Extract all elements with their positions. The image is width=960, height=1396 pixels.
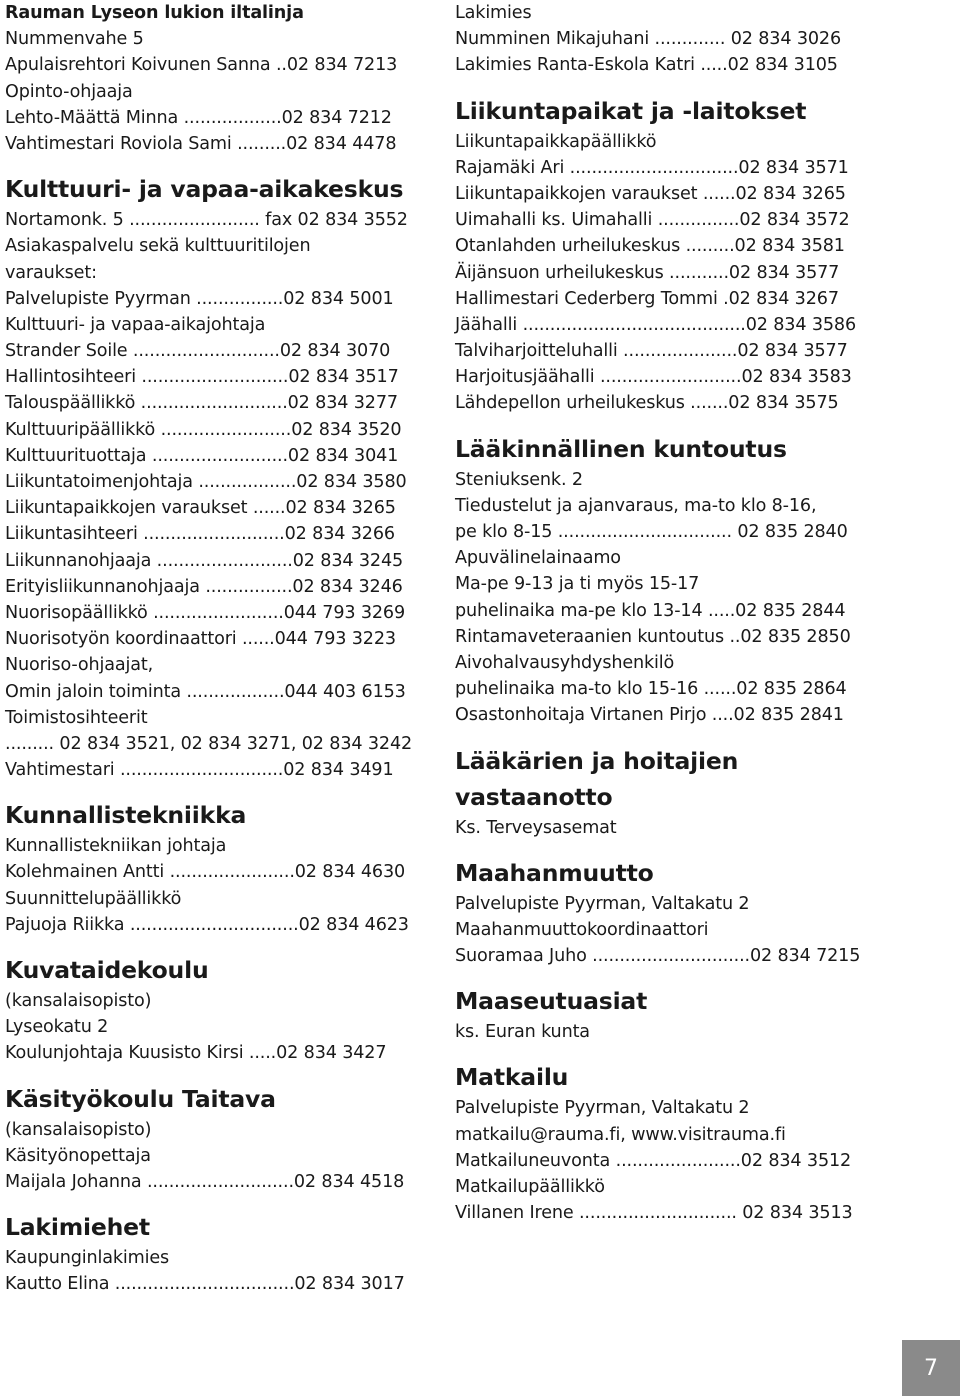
entry-line-steniuksenk-2: Steniuksenk. 2 bbox=[455, 469, 583, 490]
entry-line-nortamonk-5-fax-02-834-3552: Nortamonk. 5 ........................ fax 02 834 3552 bbox=[5, 210, 408, 231]
entry-line-kansalaisopisto: (kansalaisopisto) bbox=[5, 991, 152, 1011]
section-heading-maaseutuasiat: Maaseutuasiat bbox=[455, 987, 648, 1016]
entry-line-otanlahden-urheilukeskus-02-834-3581: Otanlahden urheilukeskus .........02 834 3581 bbox=[455, 236, 845, 257]
entry-line-kulttuuripaallikko-02-834-3520: Kulttuuripäällikkö ........................02 834 3520 bbox=[5, 419, 402, 440]
entry-line-ma-pe-9-13-ja-ti-myos-15-17: Ma-pe 9-13 ja ti myös 15-17 bbox=[455, 574, 700, 595]
entry-line-lakimies-ranta-eskola-katri-02-834-3105: Lakimies Ranta-Eskola Katri .....02 834 3105 bbox=[455, 55, 838, 76]
entry-line-rauman-lyseon-lukion-iltalinja: Rauman Lyseon lukion iltalinja bbox=[5, 3, 304, 23]
entry-line-lakimies: Lakimies bbox=[455, 3, 532, 23]
entry-line-kansalaisopisto: (kansalaisopisto) bbox=[5, 1119, 152, 1140]
entry-line-palvelupiste-pyyrman-valtakatu-2: Palvelupiste Pyyrman, Valtakatu 2 bbox=[455, 1098, 750, 1119]
entry-line-kasityonopettaja: Käsityönopettaja bbox=[5, 1145, 151, 1166]
entry-line-numminen-mikajuhani-02-834-3026: Numminen Mikajuhani ............. 02 834 3026 bbox=[455, 29, 841, 50]
entry-line-kautto-elina-02-834-3017: Kautto Elina .................................02 834 3017 bbox=[5, 1274, 405, 1295]
entry-line-kulttuurituottaja-02-834-3041: Kulttuurituottaja .........................02 834 3041 bbox=[5, 445, 399, 466]
section-heading-vastaanotto: vastaanotto bbox=[455, 782, 613, 811]
entry-line-talouspaallikko-02-834-3277: Talouspäällikkö ...........................02 834 3277 bbox=[5, 393, 398, 414]
entry-line-palvelupiste-pyyrman-valtakatu-2: Palvelupiste Pyyrman, Valtakatu 2 bbox=[455, 893, 750, 914]
entry-line-liikuntapaikkapaallikko: Liikuntapaikkapäällikkö bbox=[455, 131, 657, 152]
left-column bbox=[5, 0, 425, 1298]
right-column bbox=[455, 0, 895, 1226]
entry-line-omin-jaloin-toiminta-044-403-6153: Omin jaloin toiminta ..................044 403 6153 bbox=[5, 681, 406, 702]
entry-line-asiakaspalvelu-seka-kulttuuritilojen: Asiakaspalvelu sekä kulttuuritilojen bbox=[5, 236, 311, 257]
entry-line-nummenvahe-5: Nummenvahe 5 bbox=[5, 29, 144, 50]
entry-line-uimahalli-ks-uimahalli-02-834-3572: Uimahalli ks. Uimahalli ...............02 834 3572 bbox=[455, 210, 850, 231]
entry-line-jaahalli-02-834-3586: Jäähalli .........................................02 834 3586 bbox=[455, 314, 857, 335]
entry-line-nuoriso-ohjaajat: Nuoriso-ohjaajat, bbox=[5, 655, 154, 676]
entry-line-rajamaki-ari-02-834-3571: Rajamäki Ari ...............................02 834 3571 bbox=[455, 157, 849, 178]
section-heading-laakarien-ja-hoitajien: Lääkärien ja hoitajien bbox=[455, 746, 739, 775]
entry-line-kaupunginlakimies: Kaupunginlakimies bbox=[5, 1248, 170, 1269]
section-heading-liikuntapaikat-ja-laitokset: Liikuntapaikat ja -laitokset bbox=[455, 96, 807, 125]
entry-line-strander-soile-02-834-3070: Strander Soile ...........................02 834 3070 bbox=[5, 341, 391, 362]
entry-line-puhelinaika-ma-to-klo-15-16-02-835-2864: puhelinaika ma-to klo 15-16 ......02 835 2864 bbox=[455, 679, 847, 700]
section-heading-kuvataidekoulu: Kuvataidekoulu bbox=[5, 956, 209, 984]
entry-line-toimistosihteerit: Toimistosihteerit bbox=[5, 707, 148, 728]
entry-line-lahdepellon-urheilukeskus-02-834-3575: Lähdepellon urheilukeskus .......02 834 3575 bbox=[455, 393, 839, 414]
entry-line-kolehmainen-antti-02-834-4630: Kolehmainen Antti .......................02 834 4630 bbox=[5, 862, 406, 883]
entry-line-aijansuon-urheilukeskus-02-834-3577: Äijänsuon urheilukeskus ...........02 834 3577 bbox=[455, 262, 840, 283]
entry-line-nuorisotyon-koordinaattori-044-793-3223: Nuorisotyön koordinaattori ......044 793 3223 bbox=[5, 629, 396, 650]
entry-line-pajuoja-riikka-02-834-4623: Pajuoja Riikka ...............................02 834 4623 bbox=[5, 914, 409, 935]
entry-line-suunnittelupaallikko: Suunnittelupäällikkö bbox=[5, 888, 182, 909]
entry-line-rintamaveteraanien-kuntoutus-02-835-2850: Rintamaveteraanien kuntoutus ..02 835 2850 bbox=[455, 626, 851, 647]
entry-line-matkailupaallikko: Matkailupäällikkö bbox=[455, 1177, 605, 1197]
entry-line-02-834-3521-02-834-3271-02-834-3242: ......... 02 834 3521, 02 834 3271, 02 834 3242 bbox=[5, 733, 413, 754]
entry-line-maijala-johanna-02-834-4518: Maijala Johanna ...........................02 834 4518 bbox=[5, 1171, 405, 1192]
entry-line-kunnallistekniikan-johtaja: Kunnallistekniikan johtaja bbox=[5, 836, 227, 857]
entry-line-nuorisopaallikko-044-793-3269: Nuorisopäällikkö ........................044 793 3269 bbox=[5, 602, 406, 623]
page-number: 7 bbox=[902, 1340, 960, 1396]
entry-line-matkailuneuvonta-02-834-3512: Matkailuneuvonta .......................02 834 3512 bbox=[455, 1150, 852, 1171]
entry-line-villanen-irene-02-834-3513: Villanen Irene ............................. 02 834 3513 bbox=[455, 1203, 853, 1224]
entry-line-puhelinaika-ma-pe-klo-13-14-02-835-2844: puhelinaika ma-pe klo 13-14 .....02 835 2844 bbox=[455, 600, 846, 621]
entry-line-vahtimestari-roviola-sami-02-834-4478: Vahtimestari Roviola Sami .........02 834 4478 bbox=[5, 133, 397, 154]
section-heading-lakimiehet: Lakimiehet bbox=[5, 1213, 150, 1242]
entry-line-lehto-maatta-minna-02-834-7212: Lehto-Määttä Minna ..................02 834 7212 bbox=[5, 107, 392, 128]
entry-line-kulttuuri-ja-vapaa-aikajohtaja: Kulttuuri- ja vapaa-aikajohtaja bbox=[5, 314, 266, 335]
section-heading-laakinnallinen-kuntoutus: Lääkinnällinen kuntoutus bbox=[455, 434, 787, 463]
entry-line-varaukset: varaukset: bbox=[5, 262, 97, 283]
section-heading-kunnallistekniikka: Kunnallistekniikka bbox=[5, 801, 247, 830]
entry-line-liikuntasihteeri-02-834-3266: Liikuntasihteeri ..........................02 834 3266 bbox=[5, 524, 395, 545]
entry-line-liikuntatoimenjohtaja-02-834-3580: Liikuntatoimenjohtaja ..................02 834 3580 bbox=[5, 472, 407, 492]
entry-line-liikuntapaikkojen-varaukset-02-834-3265: Liikuntapaikkojen varaukset ......02 834 3265 bbox=[5, 498, 396, 519]
entry-line-liikunnanohjaaja-02-834-3245: Liikunnanohjaaja .........................02 834 3245 bbox=[5, 550, 404, 571]
section-heading-matkailu: Matkailu bbox=[455, 1063, 569, 1092]
entry-line-lyseokatu-2: Lyseokatu 2 bbox=[5, 1017, 109, 1038]
entry-line-hallimestari-cederberg-tommi-02-834-3267: Hallimestari Cederberg Tommi .02 834 3267 bbox=[455, 288, 839, 309]
entry-line-hallintosihteeri-02-834-3517: Hallintosihteeri ...........................02 834 3517 bbox=[5, 367, 399, 388]
section-heading-kulttuuri-ja-vapaa-aikakeskus: Kulttuuri- ja vapaa-aikakeskus bbox=[5, 175, 404, 204]
entry-line-tiedustelut-ja-ajanvaraus-ma-to-klo-8-16: Tiedustelut ja ajanvaraus, ma-to klo 8-16, bbox=[455, 495, 817, 516]
entry-line-harjoitusjaahalli-02-834-3583: Harjoitusjäähalli ..........................02 834 3583 bbox=[455, 367, 852, 388]
entry-line-palvelupiste-pyyrman-02-834-5001: Palvelupiste Pyyrman ................02 834 5001 bbox=[5, 288, 394, 309]
entry-line-osastonhoitaja-virtanen-pirjo-02-835-284: Osastonhoitaja Virtanen Pirjo ....02 835 2841 bbox=[455, 705, 844, 726]
entry-line-ks-euran-kunta: ks. Euran kunta bbox=[455, 1022, 590, 1043]
entry-line-apuvalinelainaamo: Apuvälinelainaamo bbox=[455, 548, 621, 569]
entry-line-erityisliikunnanohjaaja-02-834-3246: Erityisliikunnanohjaaja ................02 834 3246 bbox=[5, 576, 403, 597]
entry-line-matkailu-rauma-fi-www-visitrauma-fi: matkailu@rauma.fi, www.visitrauma.fi bbox=[455, 1124, 786, 1145]
entry-line-apulaisrehtori-koivunen-sanna-02-834-721: Apulaisrehtori Koivunen Sanna ..02 834 7213 bbox=[5, 55, 398, 76]
section-heading-kasityokoulu-taitava: Käsityökoulu Taitava bbox=[5, 1084, 276, 1113]
entry-line-suoramaa-juho-02-834-7215: Suoramaa Juho .............................02 834 7215 bbox=[455, 946, 861, 967]
entry-line-ks-terveysasemat: Ks. Terveysasemat bbox=[455, 817, 617, 838]
entry-line-aivohalvausyhdyshenkilo: Aivohalvausyhdyshenkilö bbox=[455, 652, 675, 673]
entry-line-liikuntapaikkojen-varaukset-02-834-3265: Liikuntapaikkojen varaukset ......02 834 3265 bbox=[455, 183, 846, 204]
entry-line-koulunjohtaja-kuusisto-kirsi-02-834-3427: Koulunjohtaja Kuusisto Kirsi .....02 834 3427 bbox=[5, 1043, 387, 1064]
entry-line-opinto-ohjaaja: Opinto-ohjaaja bbox=[5, 81, 133, 102]
section-heading-maahanmuutto: Maahanmuutto bbox=[455, 858, 654, 887]
entry-line-pe-klo-8-15-02-835-2840: pe klo 8-15 ................................ 02 835 2840 bbox=[455, 522, 848, 542]
entry-line-maahanmuuttokoordinaattori: Maahanmuuttokoordinaattori bbox=[455, 919, 709, 940]
entry-line-talviharjoitteluhalli-02-834-3577: Talviharjoitteluhalli .....................02 834 3577 bbox=[455, 341, 848, 362]
entry-line-vahtimestari-02-834-3491: Vahtimestari ..............................02 834 3491 bbox=[5, 760, 394, 781]
